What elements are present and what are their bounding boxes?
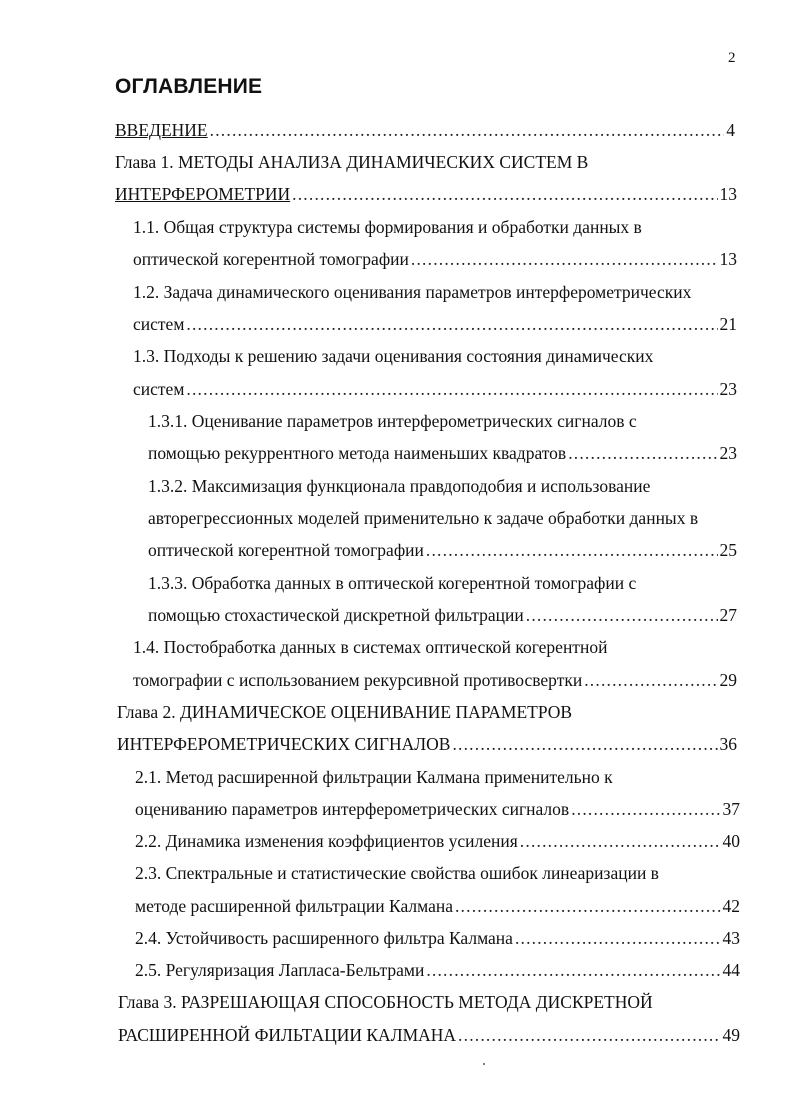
toc-entry-2-3[interactable] — [135, 861, 659, 885]
toc-entry-2-3-cont[interactable] — [135, 894, 740, 918]
toc-entry-1-3-1-cont[interactable] — [148, 441, 737, 465]
toc-entry-text: 2.4. Устойчивость расширенного фильтра Калмана — [135, 928, 513, 948]
toc-entry-text: 1.2. Задача динамического оценивания параметров интерферометрических — [133, 282, 692, 302]
leader-dots — [571, 797, 720, 821]
toc-entry-chapter1[interactable] — [115, 150, 588, 174]
toc-entry-2-2[interactable] — [135, 829, 740, 853]
toc-entry-chapter3-cont[interactable] — [118, 1023, 740, 1047]
toc-page-number: 49 — [722, 1025, 740, 1045]
toc-entry-text: 1.3.3. Обработка данных в оптической когерентной томографии с — [148, 573, 637, 593]
toc-entry-intro[interactable] — [115, 118, 735, 142]
leader-dots — [515, 926, 721, 950]
scan-speck — [483, 1063, 485, 1065]
toc-entry-1-2-cont[interactable] — [133, 312, 737, 336]
toc-page-number: 13 — [719, 249, 737, 269]
toc-entry-2-4[interactable] — [135, 926, 740, 950]
toc-entry-text: ИНТЕРФЕРОМЕТРИИ — [115, 184, 291, 204]
toc-entry-chapter2[interactable] — [117, 700, 572, 724]
toc-page-number: 29 — [719, 670, 737, 690]
toc-page-number: 44 — [722, 960, 740, 980]
toc-entry-text: помощью рекуррентного метода наименьших квадратов — [148, 443, 567, 463]
leader-dots — [568, 441, 717, 465]
toc-entry-1-1-cont[interactable] — [133, 247, 737, 271]
toc-entry-1-3-2-cont2[interactable] — [148, 538, 737, 562]
toc-entry-text: 1.4. Постобработка данных в системах оптической когерентной — [133, 637, 608, 657]
toc-page-number: 25 — [719, 540, 737, 560]
toc-entry-1-4[interactable] — [133, 635, 607, 659]
toc-entry-chapter1-cont[interactable] — [115, 182, 737, 206]
toc-entry-1-4-cont[interactable] — [133, 668, 737, 692]
toc-entry-text: Глава 3. РАЗРЕШАЮЩАЯ СПОСОБНОСТЬ МЕТОДА ДИСКРЕТНОЙ — [118, 992, 653, 1012]
toc-entry-text: помощью стохастической дискретной фильтрации — [148, 605, 524, 625]
leader-dots — [426, 958, 720, 982]
toc-entry-text: оптической когерентной томографии — [148, 540, 424, 560]
leader-dots — [452, 732, 717, 756]
toc-entry-1-3-2-cont[interactable] — [148, 506, 698, 530]
toc-page-number: 40 — [722, 831, 740, 851]
page-number: 2 — [728, 50, 736, 66]
toc-entry-text: систем — [133, 314, 185, 334]
toc-entry-text: Глава 2. ДИНАМИЧЕСКОЕ ОЦЕНИВАНИЕ ПАРАМЕТРОВ — [117, 702, 573, 722]
toc-page-number: 43 — [722, 928, 740, 948]
leader-dots — [458, 1023, 720, 1047]
toc-entry-text: 2.1. Метод расширенной фильтрации Калмана применительно к — [135, 767, 613, 787]
toc-entry-1-3-3[interactable] — [148, 571, 636, 595]
toc-entry-1-3-cont[interactable] — [133, 377, 737, 401]
toc-entry-text: оптической когерентной томографии — [133, 249, 409, 269]
toc-entry-text: 1.3.1. Оценивание параметров интерферометрических сигналов с — [148, 411, 637, 431]
leader-dots — [455, 894, 721, 918]
toc-entry-1-2[interactable] — [133, 280, 691, 304]
toc-entry-text: ИНТЕРФЕРОМЕТРИЧЕСКИХ СИГНАЛОВ — [117, 734, 451, 754]
toc-page-number: 36 — [719, 734, 737, 754]
leader-dots — [584, 668, 717, 692]
toc-entry-2-1-cont[interactable] — [135, 797, 740, 821]
toc-page-number: 42 — [722, 896, 740, 916]
leader-dots — [520, 829, 721, 853]
toc-entry-text: 2.3. Спектральные и статистические свойства ошибок линеаризации в — [135, 863, 659, 883]
leader-dots — [186, 312, 717, 336]
leader-dots — [411, 247, 718, 271]
toc-entry-text: ВВЕДЕНИЕ — [115, 120, 208, 140]
toc-page-number: 4 — [726, 120, 735, 140]
toc-page-number: 13 — [719, 184, 737, 204]
toc-entry-text: Глава 1. МЕТОДЫ АНАЛИЗА ДИНАМИЧЕСКИХ СИСТЕМ В — [115, 152, 589, 172]
toc-entry-chapter2-cont[interactable] — [117, 732, 737, 756]
toc-entry-text: методе расширенной фильтрации Калмана — [135, 896, 453, 916]
toc-page-number: 37 — [722, 799, 740, 819]
toc-entry-text: систем — [133, 379, 185, 399]
toc-entry-1-3[interactable] — [133, 344, 653, 368]
toc-entry-1-3-3-cont[interactable] — [148, 603, 737, 627]
toc-entry-2-1[interactable] — [135, 765, 613, 789]
toc-entry-1-1[interactable] — [133, 215, 642, 239]
toc-entry-text: 2.2. Динамика изменения коэффициентов усиления — [135, 831, 518, 851]
toc-entry-text: 1.3.2. Максимизация функционала правдоподобия и использование — [148, 476, 651, 496]
leader-dots — [426, 538, 718, 562]
toc-entry-text: томографии с использованием рекурсивной противосвертки — [133, 670, 583, 690]
toc-entry-text: 2.5. Регуляризация Лапласа-Бельтрами — [135, 960, 425, 980]
toc-page-number: 21 — [719, 314, 737, 334]
leader-dots — [292, 182, 717, 206]
toc-entry-chapter3[interactable] — [118, 990, 653, 1014]
page-title: ОГЛАВЛЕНИЕ — [115, 75, 263, 98]
toc-entry-text: авторегрессионных моделей применительно к задаче обработки данных в — [148, 508, 699, 528]
leader-dots — [210, 118, 725, 142]
toc-page-number: 27 — [719, 605, 737, 625]
toc-entry-text: РАСШИРЕННОЙ ФИЛЬТАЦИИ КАЛМАНА — [118, 1025, 457, 1045]
toc-entry-text: оцениванию параметров интерферометрических сигналов — [135, 799, 570, 819]
toc-entry-1-3-2[interactable] — [148, 474, 650, 498]
leader-dots — [186, 377, 717, 401]
toc-entry-2-5[interactable] — [135, 958, 740, 982]
toc-page-number: 23 — [719, 443, 737, 463]
toc-entry-1-3-1[interactable] — [148, 409, 637, 433]
leader-dots — [526, 603, 718, 627]
toc-entry-text: 1.3. Подходы к решению задачи оценивания состояния динамических — [133, 346, 654, 366]
toc-entry-text: 1.1. Общая структура системы формирования и обработки данных в — [133, 217, 642, 237]
toc-page-number: 23 — [719, 379, 737, 399]
